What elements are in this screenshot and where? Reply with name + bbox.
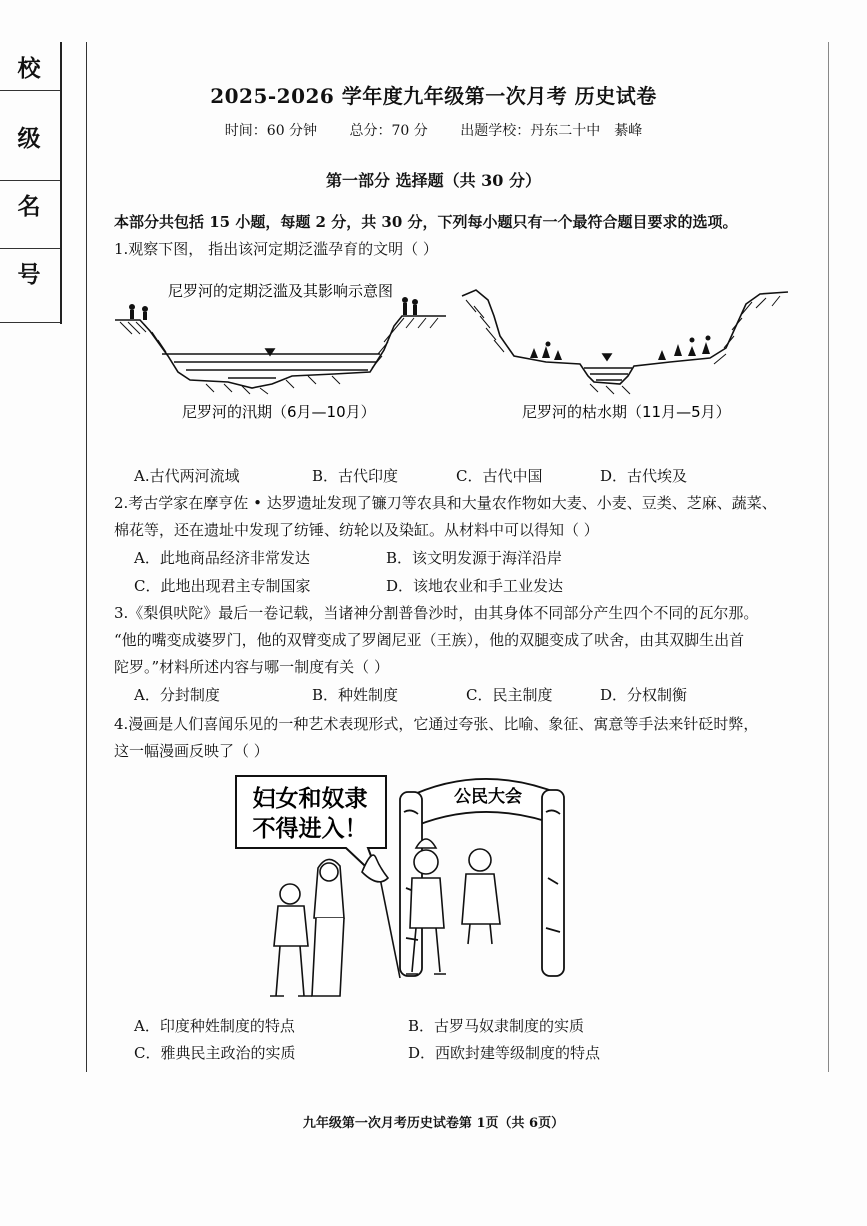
exam-school: 出题学校：丹东二十中 <box>460 123 601 139</box>
question-1-option-c[interactable]: C．古代中国 <box>456 467 543 485</box>
question-4-option-a[interactable]: A．印度种姓制度的特点 <box>134 1017 295 1035</box>
question-4-option-c[interactable]: C．雅典民主政治的实质 <box>134 1044 296 1062</box>
question-3-stem-line-1: 3.《梨俱吠陀》最后一卷记载，当诸神分割普鲁沙时，由其身体不同部分产生四个不同的瓦尔那。 <box>114 604 759 622</box>
question-2-option-d[interactable]: D．该地农业和手工业发达 <box>386 577 564 595</box>
dry-bed-hatching <box>590 384 630 394</box>
speech-line-2: 不得进入！ <box>252 816 368 842</box>
slave-figure <box>270 884 312 996</box>
assembly-cartoon <box>230 768 610 1004</box>
crops-icon <box>530 336 711 361</box>
dry-water-lines <box>590 374 628 380</box>
question-3-option-c[interactable]: C．民主制度 <box>466 686 553 704</box>
question-3-option-d[interactable]: D．分权制衡 <box>600 686 688 704</box>
gate-sign-text: 公民大会 <box>454 787 522 807</box>
question-1-option-b[interactable]: B．古代印度 <box>312 467 399 485</box>
question-4-stem-line-2: 这一幅漫画反映了（ ） <box>114 742 269 760</box>
question-4-stem-line-1: 4.漫画是人们喜闻乐见的一种艺术表现形式，它通过夸张、比喻、象征、寓意等手法来针砭时弊， <box>114 715 759 733</box>
question-1-option-a[interactable]: A.古代两河流域 <box>134 467 240 485</box>
question-1-stem: 1.观察下图， 指出该河定期泛滥孕育的文明（ ） <box>114 240 438 258</box>
spear-icon <box>362 855 400 978</box>
speech-line-1: 妇女和奴隶 <box>252 786 368 812</box>
nile-diagram <box>110 276 810 436</box>
question-2-stem-line-2: 棉花等，还在遗址中发现了纺锤、纺轮以及染缸。从材料中可以得知（ ） <box>114 521 599 539</box>
binding-divider <box>0 248 60 249</box>
dry-bank-hatching <box>466 300 504 352</box>
binding-label-grade: 级 <box>17 125 41 152</box>
question-2-option-a[interactable]: A．此地商品经济非常发达 <box>134 549 310 567</box>
question-1-option-d[interactable]: D．古代埃及 <box>600 467 688 485</box>
flood-season-label: 尼罗河的汛期（6月—10月） <box>182 403 376 421</box>
dry-bank-hatching <box>714 296 780 364</box>
exam-meta <box>0 120 867 140</box>
flood-water-lines <box>174 362 376 378</box>
exam-author: 綦峰 <box>614 123 643 139</box>
exam-score: 总分：70 分 <box>349 123 428 139</box>
binding-divider <box>0 322 60 323</box>
dry-riverbank <box>462 290 788 384</box>
question-2-stem-line-1: 2.考古学家在摩亨佐 • 达罗遗址发现了镰刀等农具和大量农作物如大麦、小麦、豆类、芝麻、蔬菜、 <box>114 494 777 512</box>
exam-time: 时间：60 分钟 <box>224 123 318 139</box>
flood-bank-hatching <box>372 318 438 368</box>
question-3-option-a[interactable]: A．分封制度 <box>134 686 220 704</box>
figure-caption: 尼罗河的定期泛滥及其影响示意图 <box>168 282 394 300</box>
nile-figure <box>110 276 810 436</box>
flood-people-icon <box>129 297 418 320</box>
cartoon-figure <box>230 768 610 1004</box>
page-footer: 九年级第一次月考历史试卷第 1页（共 6页） <box>302 1116 565 1131</box>
margin-rule <box>86 42 87 1072</box>
question-2-option-b[interactable]: B．该文明发源于海洋沿岸 <box>386 549 563 567</box>
exam-title: 2025-2026 学年度九年级第一次月考 历史试卷 <box>210 84 657 108</box>
woman-figure <box>312 859 344 996</box>
binding-label-school: 校 <box>17 55 41 82</box>
margin-rule-right <box>828 42 829 1072</box>
part-title: 第一部分 选择题（共 30 分） <box>326 171 541 190</box>
question-3-stem-line-3: 陀罗。”材料所述内容与哪一制度有关（ ） <box>114 658 389 676</box>
citizen-figure <box>462 849 500 944</box>
question-3-stem-line-2: “他的嘴变成婆罗门，他的双臂变成了罗阇尼亚（王族），他的双腿变成了吠舍，由其双脚生出首 <box>114 631 745 649</box>
instructions: 本部分共包括 15 小题，每题 2 分，共 30 分，下列每小题只有一个最符合题目要求的选项。 <box>114 213 738 231</box>
dry-season-label: 尼罗河的枯水期（11月—5月） <box>522 403 731 421</box>
binding-label-number: 号 <box>17 261 41 288</box>
water-level-marker <box>603 354 611 360</box>
question-3-option-b[interactable]: B．种姓制度 <box>312 686 399 704</box>
question-2-option-c[interactable]: C．此地出现君主专制国家 <box>134 577 311 595</box>
question-4-option-b[interactable]: B．古罗马奴隶制度的实质 <box>408 1017 585 1035</box>
question-4-option-d[interactable]: D．西欧封建等级制度的特点 <box>408 1044 601 1062</box>
binding-label-name: 名 <box>17 193 41 220</box>
flood-bank-hatching <box>120 322 166 352</box>
